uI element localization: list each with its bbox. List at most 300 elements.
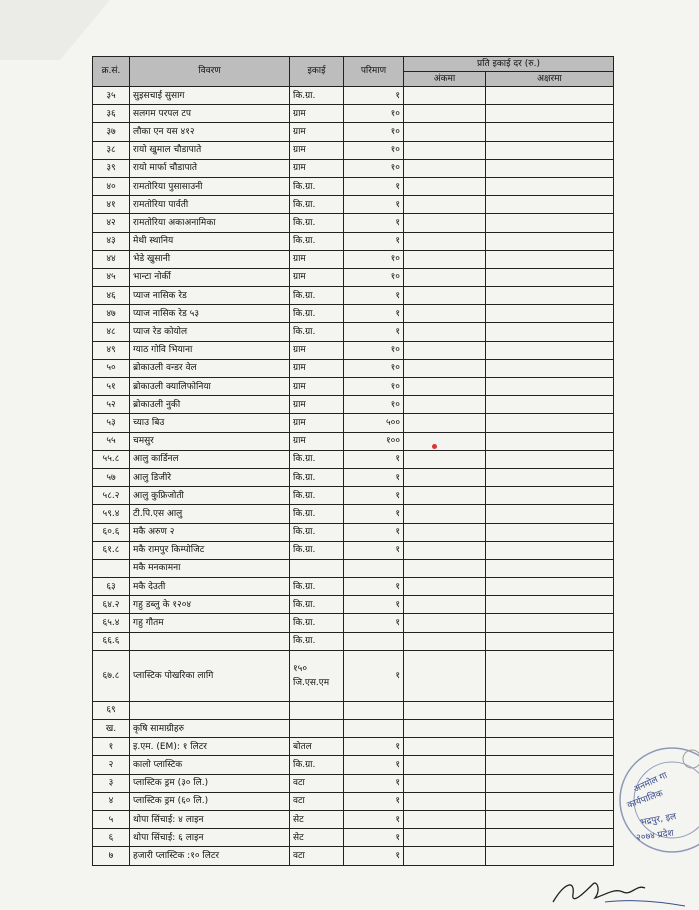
row-unit: ग्राम <box>290 123 344 141</box>
row-unit: ग्राम <box>290 141 344 159</box>
row-description: प्याज नासिक रेड ५३ <box>130 305 290 323</box>
row-quantity: १ <box>344 738 404 756</box>
row-rate-words <box>486 559 614 577</box>
row-quantity: १ <box>344 232 404 250</box>
row-unit: ग्राम <box>290 105 344 123</box>
row-quantity: १० <box>344 378 404 396</box>
row-quantity: १ <box>344 287 404 305</box>
table-row <box>93 596 614 614</box>
row-description: रामतोरिया पार्वती <box>130 196 290 214</box>
row-rate-figures <box>404 505 486 523</box>
row-serial: २ <box>93 756 130 774</box>
row-description <box>130 701 290 719</box>
row-quantity: १ <box>344 756 404 774</box>
row-description: रामतोरिया अकाअनामिका <box>130 214 290 232</box>
row-serial: ५३ <box>93 414 130 432</box>
row-serial: ४२ <box>93 214 130 232</box>
row-quantity: १० <box>344 105 404 123</box>
row-unit: वटा <box>290 774 344 792</box>
row-rate-figures <box>404 159 486 177</box>
row-rate-words <box>486 414 614 432</box>
row-quantity: १० <box>344 359 404 377</box>
row-serial: ३५ <box>93 87 130 105</box>
table-row <box>93 650 614 701</box>
row-description: भेडे खुसानी <box>130 250 290 268</box>
row-serial: ६३ <box>93 578 130 596</box>
row-rate-words <box>486 614 614 632</box>
row-unit: सेट <box>290 829 344 847</box>
row-rate-words <box>486 250 614 268</box>
row-rate-words <box>486 450 614 468</box>
row-rate-figures <box>404 87 486 105</box>
row-rate-words <box>486 505 614 523</box>
row-description: ग्याठ गोवि भियाना <box>130 341 290 359</box>
price-table <box>92 56 614 866</box>
table-row <box>93 774 614 792</box>
row-description <box>130 632 290 650</box>
row-unit: कि.ग्रा. <box>290 614 344 632</box>
row-serial: ४१ <box>93 196 130 214</box>
row-quantity: १ <box>344 196 404 214</box>
row-rate-figures <box>404 123 486 141</box>
row-rate-words <box>486 123 614 141</box>
row-serial: १ <box>93 738 130 756</box>
row-unit: ग्राम <box>290 250 344 268</box>
table-row <box>93 559 614 577</box>
row-description: चमसुर <box>130 432 290 450</box>
table-row <box>93 141 614 159</box>
row-quantity: १० <box>344 250 404 268</box>
row-quantity: १ <box>344 810 404 828</box>
row-serial: ५५.८ <box>93 450 130 468</box>
row-rate-words <box>486 632 614 650</box>
row-quantity: १०० <box>344 432 404 450</box>
row-serial: ख. <box>93 720 130 738</box>
row-description: प्याज रेड कोयोल <box>130 323 290 341</box>
row-rate-figures <box>404 756 486 774</box>
row-rate-words <box>486 396 614 414</box>
row-serial: ५० <box>93 359 130 377</box>
row-rate-words <box>486 792 614 810</box>
row-quantity: १० <box>344 123 404 141</box>
row-serial: ४९ <box>93 341 130 359</box>
table-row <box>93 287 614 305</box>
row-unit: कि.ग्रा. <box>290 523 344 541</box>
page-fold-shadow <box>0 0 130 60</box>
row-rate-words <box>486 232 614 250</box>
row-rate-figures <box>404 720 486 738</box>
table-row <box>93 756 614 774</box>
row-quantity: १ <box>344 214 404 232</box>
row-rate-words <box>486 341 614 359</box>
row-quantity: १ <box>344 596 404 614</box>
row-quantity: १० <box>344 396 404 414</box>
row-description: आलु डिजीरे <box>130 468 290 486</box>
table-row <box>93 87 614 105</box>
row-rate-figures <box>404 359 486 377</box>
row-unit: ग्राम <box>290 341 344 359</box>
row-unit: कि.ग्रा. <box>290 287 344 305</box>
row-unit: कि.ग्रा. <box>290 505 344 523</box>
table-row <box>93 829 614 847</box>
row-rate-words <box>486 541 614 559</box>
row-rate-figures <box>404 847 486 865</box>
row-quantity: १ <box>344 305 404 323</box>
row-rate-words <box>486 523 614 541</box>
handwritten-signature <box>545 872 695 910</box>
row-description: प्लास्टिक ड्रम (३० लि.) <box>130 774 290 792</box>
row-rate-words <box>486 87 614 105</box>
row-rate-figures <box>404 523 486 541</box>
table-row <box>93 305 614 323</box>
row-rate-words <box>486 578 614 596</box>
row-description: हजारी प्लास्टिक :१० लिटर <box>130 847 290 865</box>
header-unit: इकाई <box>290 57 344 87</box>
row-rate-words <box>486 596 614 614</box>
row-serial: ४४ <box>93 250 130 268</box>
row-quantity: १ <box>344 614 404 632</box>
row-rate-figures <box>404 250 486 268</box>
row-quantity <box>344 720 404 738</box>
row-serial: ३७ <box>93 123 130 141</box>
row-rate-words <box>486 468 614 486</box>
row-quantity: १ <box>344 829 404 847</box>
row-description: सुइसचाई सुसाग <box>130 87 290 105</box>
table-row <box>93 159 614 177</box>
stamp-line-1: अनमोल गा <box>632 770 670 795</box>
row-rate-figures <box>404 632 486 650</box>
row-rate-words <box>486 323 614 341</box>
row-rate-figures <box>404 432 486 450</box>
row-rate-figures <box>404 774 486 792</box>
table-row <box>93 487 614 505</box>
row-unit: बोतल <box>290 738 344 756</box>
row-rate-words <box>486 829 614 847</box>
row-serial: ६४.२ <box>93 596 130 614</box>
row-rate-words <box>486 177 614 195</box>
row-rate-words <box>486 141 614 159</box>
row-quantity: १ <box>344 468 404 486</box>
row-rate-words <box>486 268 614 286</box>
row-serial: ५८.२ <box>93 487 130 505</box>
row-quantity: १ <box>344 650 404 701</box>
stamp-line-4: २०७४ प्रदेश <box>635 828 675 844</box>
row-serial: ४६ <box>93 287 130 305</box>
row-description: कृषि सामाग्रीहरु <box>130 720 290 738</box>
row-unit: कि.ग्रा. <box>290 305 344 323</box>
table-row <box>93 432 614 450</box>
row-description: लौका एन यस ४१२ <box>130 123 290 141</box>
row-serial: ४८ <box>93 323 130 341</box>
row-unit: कि.ग्रा. <box>290 450 344 468</box>
row-rate-words <box>486 774 614 792</box>
row-unit: कि.ग्रा. <box>290 323 344 341</box>
row-quantity: १ <box>344 847 404 865</box>
row-rate-figures <box>404 105 486 123</box>
table-row <box>93 214 614 232</box>
row-serial: ६ <box>93 829 130 847</box>
row-serial: ५९.४ <box>93 505 130 523</box>
row-serial: ३९ <box>93 159 130 177</box>
row-serial: ५१ <box>93 378 130 396</box>
row-rate-figures <box>404 305 486 323</box>
row-unit <box>290 559 344 577</box>
row-serial: ५ <box>93 810 130 828</box>
table-row <box>93 810 614 828</box>
stamp-line-2: कार्यपालिक <box>625 788 665 811</box>
row-serial: ४७ <box>93 305 130 323</box>
row-quantity: १ <box>344 523 404 541</box>
table-row <box>93 232 614 250</box>
row-rate-words <box>486 650 614 701</box>
row-unit: कि.ग्रा. <box>290 578 344 596</box>
row-rate-figures <box>404 232 486 250</box>
row-unit: कि.ग्रा. <box>290 541 344 559</box>
row-rate-figures <box>404 396 486 414</box>
table-row <box>93 847 614 865</box>
row-description: रायो मार्फा चौडापाते <box>130 159 290 177</box>
row-rate-words <box>486 432 614 450</box>
row-unit: ग्राम <box>290 268 344 286</box>
header-description: विवरण <box>130 57 290 87</box>
table-row <box>93 720 614 738</box>
table-row <box>93 378 614 396</box>
row-description: ब्रोकाउली क्यालिफोनिया <box>130 378 290 396</box>
row-description: मकै रामपुर किम्पोजिट <box>130 541 290 559</box>
row-rate-figures <box>404 323 486 341</box>
row-serial: ३ <box>93 774 130 792</box>
row-rate-words <box>486 214 614 232</box>
row-unit: कि.ग्रा. <box>290 196 344 214</box>
row-description: थोपा सिंचाई: ६ लाइन <box>130 829 290 847</box>
row-quantity: १ <box>344 774 404 792</box>
table-row <box>93 414 614 432</box>
row-description: आलु कार्डिनल <box>130 450 290 468</box>
row-quantity: १ <box>344 505 404 523</box>
row-unit: ग्राम <box>290 432 344 450</box>
row-rate-words <box>486 701 614 719</box>
row-unit: ग्राम <box>290 159 344 177</box>
row-rate-words <box>486 159 614 177</box>
row-description: मकै अरुण २ <box>130 523 290 541</box>
stamp-line-3: भद्रपुर, इल <box>639 811 678 829</box>
red-ink-mark <box>432 444 437 449</box>
row-quantity: १ <box>344 541 404 559</box>
table-row <box>93 396 614 414</box>
row-serial: ४ <box>93 792 130 810</box>
row-unit: कि.ग्रा. <box>290 756 344 774</box>
row-serial: ४३ <box>93 232 130 250</box>
row-serial: ५२ <box>93 396 130 414</box>
table-body <box>93 87 614 866</box>
row-description: भान्टा नोर्की <box>130 268 290 286</box>
header-serial: क्र.सं. <box>93 57 130 87</box>
table-row <box>93 632 614 650</box>
row-description: च्याउ बिउ <box>130 414 290 432</box>
row-rate-figures <box>404 450 486 468</box>
row-unit: १५० जि.एस.एम <box>290 650 344 701</box>
row-unit <box>290 720 344 738</box>
row-unit: ग्राम <box>290 359 344 377</box>
row-quantity: १० <box>344 341 404 359</box>
row-unit: ग्राम <box>290 414 344 432</box>
table-row <box>93 541 614 559</box>
row-description: मेथी स्थानिय <box>130 232 290 250</box>
row-quantity <box>344 632 404 650</box>
row-description: थोपा सिंचाई: ४ लाइन <box>130 810 290 828</box>
row-description: कालो प्लास्टिक <box>130 756 290 774</box>
row-rate-figures <box>404 738 486 756</box>
row-unit: कि.ग्रा. <box>290 177 344 195</box>
row-rate-figures <box>404 701 486 719</box>
row-rate-words <box>486 359 614 377</box>
table-row <box>93 701 614 719</box>
table-row <box>93 105 614 123</box>
row-unit <box>290 701 344 719</box>
table-row <box>93 268 614 286</box>
row-serial: ६५.४ <box>93 614 130 632</box>
header-rate: प्रति इकाई दर (रु.) <box>404 57 614 72</box>
row-rate-words <box>486 810 614 828</box>
row-quantity: ५०० <box>344 414 404 432</box>
row-description: प्लास्टिक पोखरिका लागि <box>130 650 290 701</box>
row-quantity: १ <box>344 487 404 505</box>
row-quantity: १ <box>344 87 404 105</box>
row-unit: वटा <box>290 847 344 865</box>
row-unit: ग्राम <box>290 378 344 396</box>
row-unit: कि.ग्रा. <box>290 487 344 505</box>
row-unit: सेट <box>290 810 344 828</box>
row-quantity: १ <box>344 323 404 341</box>
row-rate-figures <box>404 177 486 195</box>
row-serial: ५७ <box>93 468 130 486</box>
row-rate-words <box>486 720 614 738</box>
row-rate-figures <box>404 650 486 701</box>
row-rate-figures <box>404 196 486 214</box>
row-rate-words <box>486 196 614 214</box>
row-quantity: १० <box>344 268 404 286</box>
row-rate-figures <box>404 541 486 559</box>
row-rate-words <box>486 305 614 323</box>
row-rate-figures <box>404 468 486 486</box>
row-rate-words <box>486 105 614 123</box>
row-quantity: १० <box>344 141 404 159</box>
table-row <box>93 505 614 523</box>
row-description: आलु कुफ्रिजोती <box>130 487 290 505</box>
table-row <box>93 792 614 810</box>
row-description: प्लास्टिक ड्रम (६० लि.) <box>130 792 290 810</box>
row-description: ब्रोकाउली नुकी <box>130 396 290 414</box>
row-rate-figures <box>404 614 486 632</box>
row-description: ब्रोकाउली वन्डर वेल <box>130 359 290 377</box>
row-unit: कि.ग्रा. <box>290 596 344 614</box>
row-unit: कि.ग्रा. <box>290 632 344 650</box>
row-serial: ७ <box>93 847 130 865</box>
row-quantity <box>344 701 404 719</box>
row-description: टी.पि.एस आलु <box>130 505 290 523</box>
row-unit: ग्राम <box>290 396 344 414</box>
table-row <box>93 177 614 195</box>
table-row <box>93 450 614 468</box>
row-description: रामतोरिया पुसासाउनी <box>130 177 290 195</box>
row-serial: ३६ <box>93 105 130 123</box>
table-row <box>93 250 614 268</box>
row-serial: ४५ <box>93 268 130 286</box>
row-quantity: १ <box>344 177 404 195</box>
row-serial: ६१.८ <box>93 541 130 559</box>
row-description: प्याज नासिक रेड <box>130 287 290 305</box>
row-quantity: १० <box>344 159 404 177</box>
row-serial: ६९ <box>93 701 130 719</box>
row-rate-figures <box>404 268 486 286</box>
row-description: सलगम परपल टप <box>130 105 290 123</box>
row-description: गहु गौतम <box>130 614 290 632</box>
row-quantity: १ <box>344 578 404 596</box>
table-row <box>93 614 614 632</box>
row-rate-figures <box>404 578 486 596</box>
row-rate-figures <box>404 341 486 359</box>
row-quantity <box>344 559 404 577</box>
row-serial: ६६.६ <box>93 632 130 650</box>
row-unit: कि.ग्रा. <box>290 214 344 232</box>
row-rate-words <box>486 756 614 774</box>
row-rate-figures <box>404 214 486 232</box>
row-rate-figures <box>404 378 486 396</box>
row-serial <box>93 559 130 577</box>
header-rate-words: अक्षरमा <box>486 72 614 87</box>
table-row <box>93 323 614 341</box>
row-unit: वटा <box>290 792 344 810</box>
row-rate-words <box>486 287 614 305</box>
row-unit: कि.ग्रा. <box>290 232 344 250</box>
row-rate-figures <box>404 287 486 305</box>
row-serial: ३८ <box>93 141 130 159</box>
table-row <box>93 523 614 541</box>
row-rate-figures <box>404 792 486 810</box>
row-rate-figures <box>404 596 486 614</box>
row-description: रायो खुमाल चौडापाते <box>130 141 290 159</box>
row-description: मकै देउती <box>130 578 290 596</box>
row-rate-words <box>486 738 614 756</box>
row-description: गहु डब्लु के १२०४ <box>130 596 290 614</box>
row-quantity: १ <box>344 792 404 810</box>
row-unit: कि.ग्रा. <box>290 468 344 486</box>
row-serial: ५५ <box>93 432 130 450</box>
row-rate-figures <box>404 487 486 505</box>
row-rate-words <box>486 487 614 505</box>
row-rate-figures <box>404 810 486 828</box>
row-serial: ६०.६ <box>93 523 130 541</box>
row-unit: कि.ग्रा. <box>290 87 344 105</box>
row-serial: ४० <box>93 177 130 195</box>
table-row <box>93 468 614 486</box>
table-row <box>93 123 614 141</box>
table-row <box>93 578 614 596</box>
row-quantity: १ <box>344 450 404 468</box>
row-rate-words <box>486 378 614 396</box>
row-rate-figures <box>404 829 486 847</box>
table-row <box>93 341 614 359</box>
header-rate-figures: अंकमा <box>404 72 486 87</box>
header-quantity: परिमाण <box>344 57 404 87</box>
row-rate-figures <box>404 414 486 432</box>
row-description: इ.एम. (EM): १ लिटर <box>130 738 290 756</box>
table-row <box>93 738 614 756</box>
table-row <box>93 196 614 214</box>
row-serial: ६७.८ <box>93 650 130 701</box>
row-rate-words <box>486 847 614 865</box>
row-rate-figures <box>404 141 486 159</box>
